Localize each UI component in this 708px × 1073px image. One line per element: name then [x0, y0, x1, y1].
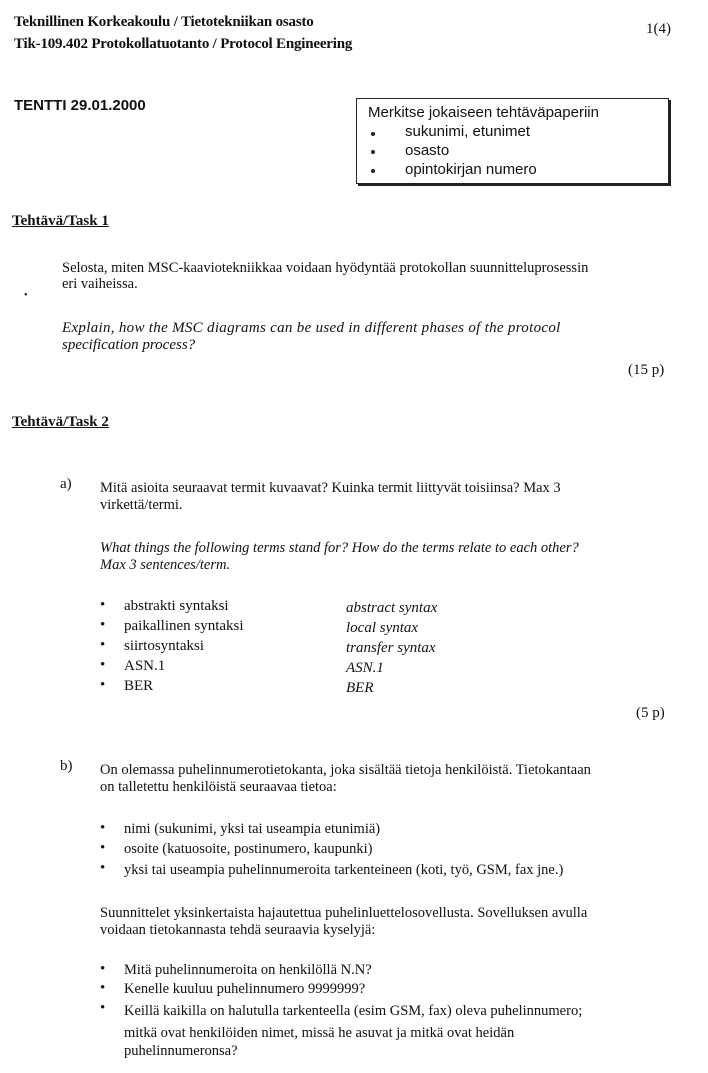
bullet-icon: •: [100, 677, 106, 693]
query-item-3-line3: puhelinnumeronsa?: [124, 1043, 238, 1059]
term-fi: abstrakti syntaksi: [124, 598, 229, 614]
task2a-en-line1: What things the following terms stand for? How do the terms relate to each other?: [100, 540, 579, 556]
task1-fi-line2: eri vaiheissa.: [62, 276, 138, 292]
notice-heading: Merkitse jokaiseen tehtäväpaperiin: [368, 104, 599, 121]
task2b-design-line2: voidaan tietokannasta tehdä seuraavia kyselyjä:: [100, 922, 376, 938]
bullet-icon: •: [100, 820, 106, 836]
bullet-icon: •: [100, 597, 106, 613]
query-item: Kenelle kuuluu puhelinnumero 9999999?: [124, 981, 366, 997]
term-en: ASN.1: [346, 660, 384, 676]
bullet-icon: •: [100, 961, 106, 977]
term-en: transfer syntax: [346, 640, 436, 656]
task1-fi-line1: Selosta, miten MSC-kaaviotekniikkaa voidaan hyödyntää protokollan suunnitteluprosessin: [62, 260, 589, 276]
bullet-icon: [371, 150, 375, 154]
task2b-design-line1: Suunnittelet yksinkertaista hajautettua puhelinluettelosovellusta. Sovelluksen avulla: [100, 905, 588, 921]
notice-box: [356, 98, 669, 184]
term-en: BER: [346, 680, 374, 696]
bullet-icon: [371, 132, 375, 136]
term-en: abstract syntax: [346, 600, 438, 616]
task2a-en-line2: Max 3 sentences/term.: [100, 557, 231, 573]
term-fi: paikallinen syntaksi: [124, 618, 244, 634]
term-fi: BER: [124, 678, 154, 694]
query-item-3-line2: mitkä ovat henkilöiden nimet, missä he asuvat ja mitkä ovat heidän: [124, 1025, 515, 1041]
school-header: Teknillinen Korkeakoulu / Tietotekniikan osasto: [14, 14, 314, 30]
task2a-points: (5 p): [636, 705, 665, 721]
info-item: osoite (katuosoite, postinumero, kaupunki): [124, 841, 373, 857]
bullet-icon: •: [100, 657, 106, 673]
task2b-intro-line1: On olemassa puhelinnumerotietokanta, joka sisältää tietoja henkilöistä. Tietokantaan: [100, 762, 591, 778]
stray-dot: •: [24, 290, 28, 301]
query-item: Mitä puhelinnumeroita on henkilöllä N.N?: [124, 962, 372, 978]
bullet-icon: •: [100, 1000, 106, 1016]
task2a-fi-line1: Mitä asioita seuraavat termit kuvaavat? Kuinka termit liittyvät toisiinsa? Max 3: [100, 480, 561, 496]
exam-title: TENTTI 29.01.2000: [14, 97, 146, 114]
bullet-icon: •: [100, 860, 106, 876]
task2b-label: b): [60, 758, 73, 774]
task2b-intro-line2: on talletettu henkilöistä seuraavaa tietoa:: [100, 779, 337, 795]
term-fi: ASN.1: [124, 658, 166, 674]
bullet-icon: •: [100, 617, 106, 633]
term-fi: siirtosyntaksi: [124, 638, 205, 654]
task1-en-line1: Explain, how the MSC diagrams can be used in different phases of the protocol: [62, 320, 561, 336]
task1-title: Tehtävä/Task 1: [12, 213, 109, 229]
page-number: 1(4): [646, 21, 671, 37]
notice-item: sukunimi, etunimet: [405, 123, 531, 140]
bullet-icon: [371, 169, 375, 173]
course-header: Tik-109.402 Protokollatuotanto / Protocol Engineering: [14, 36, 353, 52]
info-item: yksi tai useampia puhelinnumeroita tarkenteineen (koti, työ, GSM, fax jne.): [124, 862, 564, 878]
bullet-icon: •: [100, 637, 106, 653]
query-item-3-line1: Keillä kaikilla on halutulla tarkenteella (esim GSM, fax) oleva puhelinnumero;: [124, 1003, 583, 1019]
task1-points: (15 p): [628, 362, 665, 378]
notice-item: osasto: [405, 142, 450, 159]
task2-title: Tehtävä/Task 2: [12, 414, 109, 430]
bullet-icon: •: [100, 840, 106, 856]
task1-en-line2: specification process?: [62, 337, 196, 353]
bullet-icon: •: [100, 980, 106, 996]
term-en: local syntax: [346, 620, 419, 636]
task2a-fi-line2: virkettä/termi.: [100, 497, 183, 513]
notice-item: opintokirjan numero: [405, 161, 537, 178]
task2a-label: a): [60, 476, 72, 492]
info-item: nimi (sukunimi, yksi tai useampia etunimiä): [124, 821, 381, 837]
